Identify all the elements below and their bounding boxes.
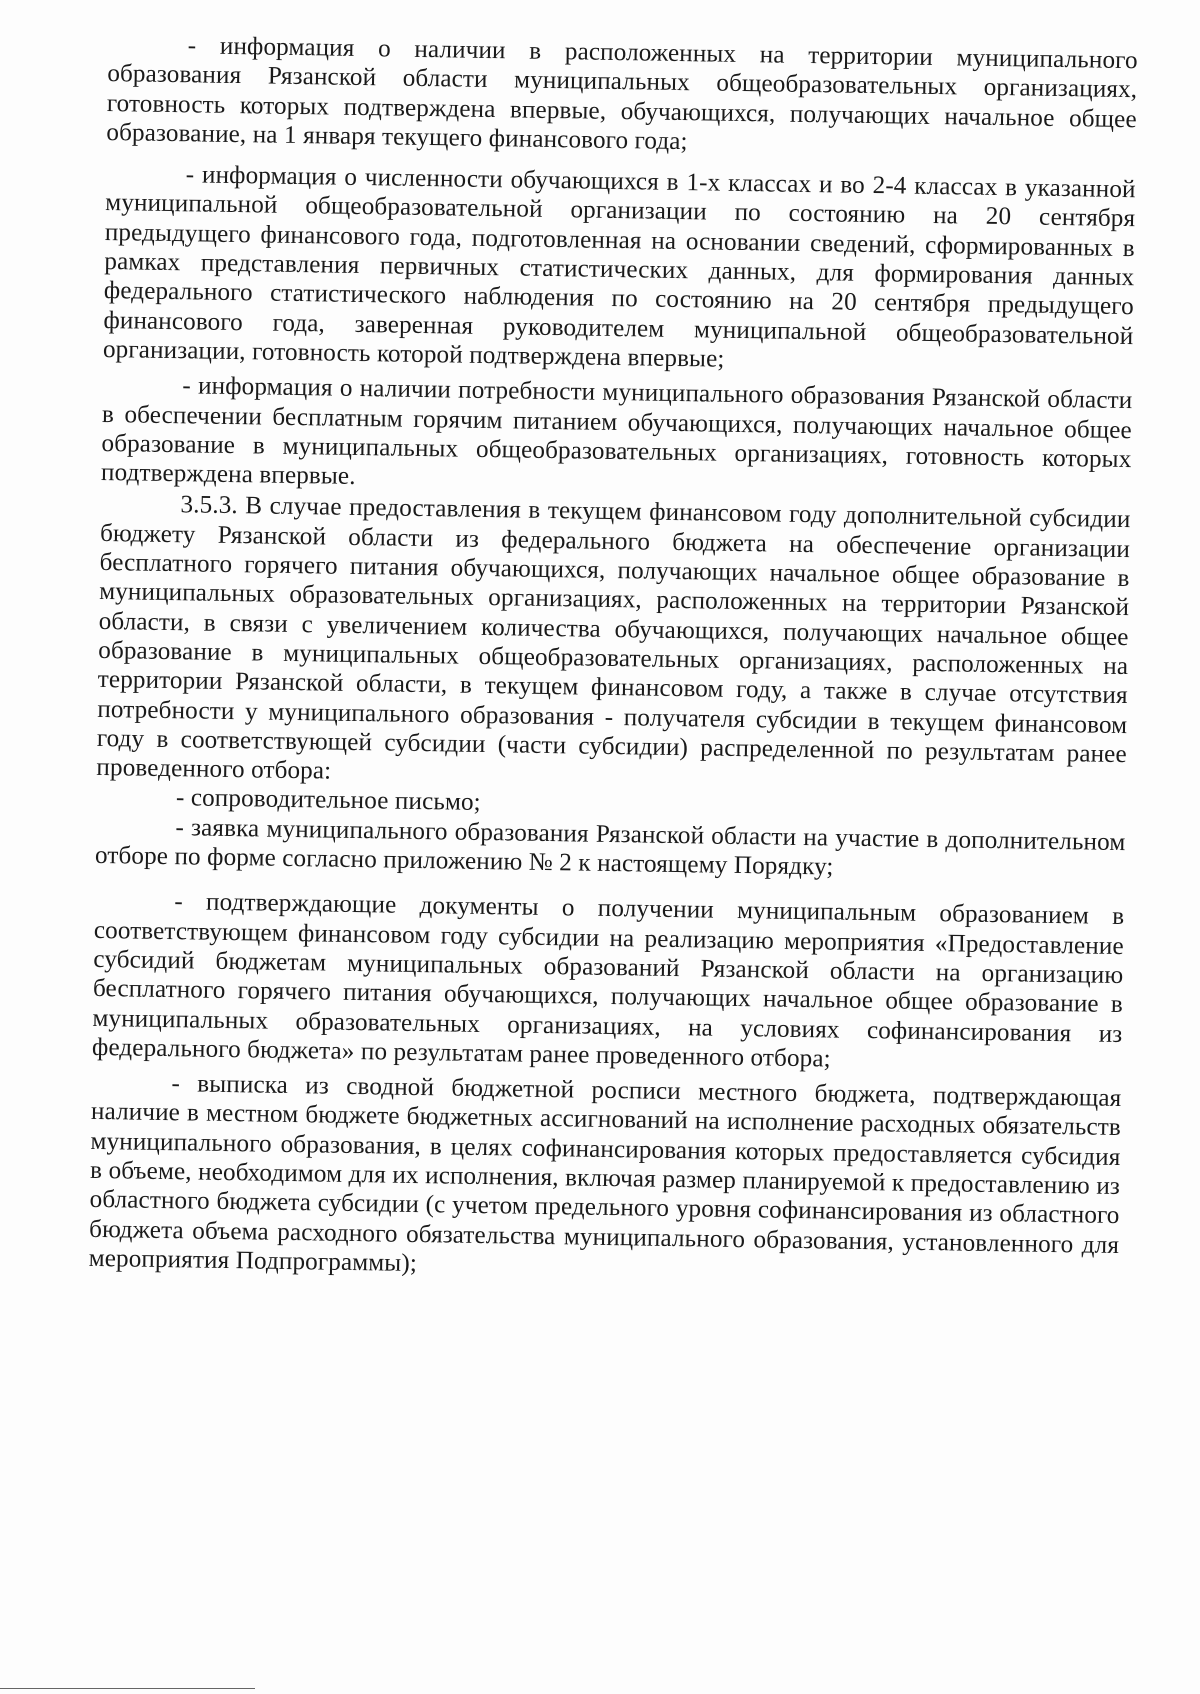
paragraph-application: - заявка муниципального образования Рязанской области на участие в дополнительном отборе по форме согласно приложению № 2 к настоящему Порядку; — [94, 813, 1126, 881]
paragraph-confirming-documents: - подтверждающие документы о получении муниципальным образованием в соответствующем финансовом году субсидии на реализацию мероприятия «Предоставление субсидий бюджетам муниципальных образований Рязанской области на организацию бесплатного горячего питания обучающихся, получающих начальное общее образование в муниципальных образовательных организациях, на условиях софинансирования из федерального бюджета» по результатам ранее проведенного отбора; — [91, 888, 1125, 1073]
paragraph-budget-extract: - выписка из сводной бюджетной росписи местного бюджета, подтверждающая наличие в местном бюджете бюджетных ассигнований на исполнение расходных обязательств муниципального образования, в целях софинансирования которых предоставляется субсидия в объеме, необходимом для их исполнения, включая размер планируемой к предоставлению из областного бюджета субсидии (с учетом предельного уровня софинансирования из областного бюджета объема расходного обязательства муниципального образования, установленного для мероприятия Подпрограммы); — [88, 1070, 1122, 1277]
paragraph-hot-meals-need-info: - информация о наличии потребности муниципального образования Рязанской области в обеспечении бесплатным горячим питанием обучающихся, получающих начальное общее образование в муниципальных общеобразовательных организациях, готовность которых подтверждена впервые. — [100, 372, 1133, 491]
paragraph-cover-letter: - сопроводительное письмо; — [175, 784, 481, 817]
footnote-divider — [0, 1688, 255, 1689]
paragraph-section-3-5-3: 3.5.3. В случае предоставления в текущем финансовом году дополнительной субсидии бюджету Рязанской области из федерального бюджета на обеспечение организации бесплатного горячего питания обучающихся, получающих начальное общее образование в муниципальных образовательных организациях, расположенных на территории Рязанской области, в связи с увеличением количества обучающихся, получающих начальное общее образование в муниципальных общеобразовательных организациях, расположенных на территории Рязанской области, в текущем финансовом году, а также в случае отсутствия потребности у муниципального образования - получателя субсидии в текущем финансовом году в соответствующей субсидии (части субсидии) распределенной по результатам ранее проведенного отбора: — [96, 491, 1131, 785]
paragraph-student-count-info: - информация о численности обучающихся в 1-х классах и во 2-4 классах в указанной муниципальной общеобразовательной организации по состоянию на 20 сентября предыдущего финансового года, подготовленная на основании сведений, сформированных в рамках представления первичных статистических данных, для формирования данных федерального статистического наблюдения по состоянию на 20 сентября предыдущего финансового года, заверенная руководителем муниципальной общеобразовательной организации, готовность которой подтверждена впервые; — [102, 161, 1136, 373]
paragraph-availability-info: - информация о наличии в расположенных на территории муниципального образования Рязанской области муниципальных общеобразовательных организациях, готовность которых подтверждена впервые, обучающихся, получающих начальное общее образование, на 1 января текущего финансового года; — [106, 32, 1138, 156]
document-body — [88, 30, 1137, 1289]
